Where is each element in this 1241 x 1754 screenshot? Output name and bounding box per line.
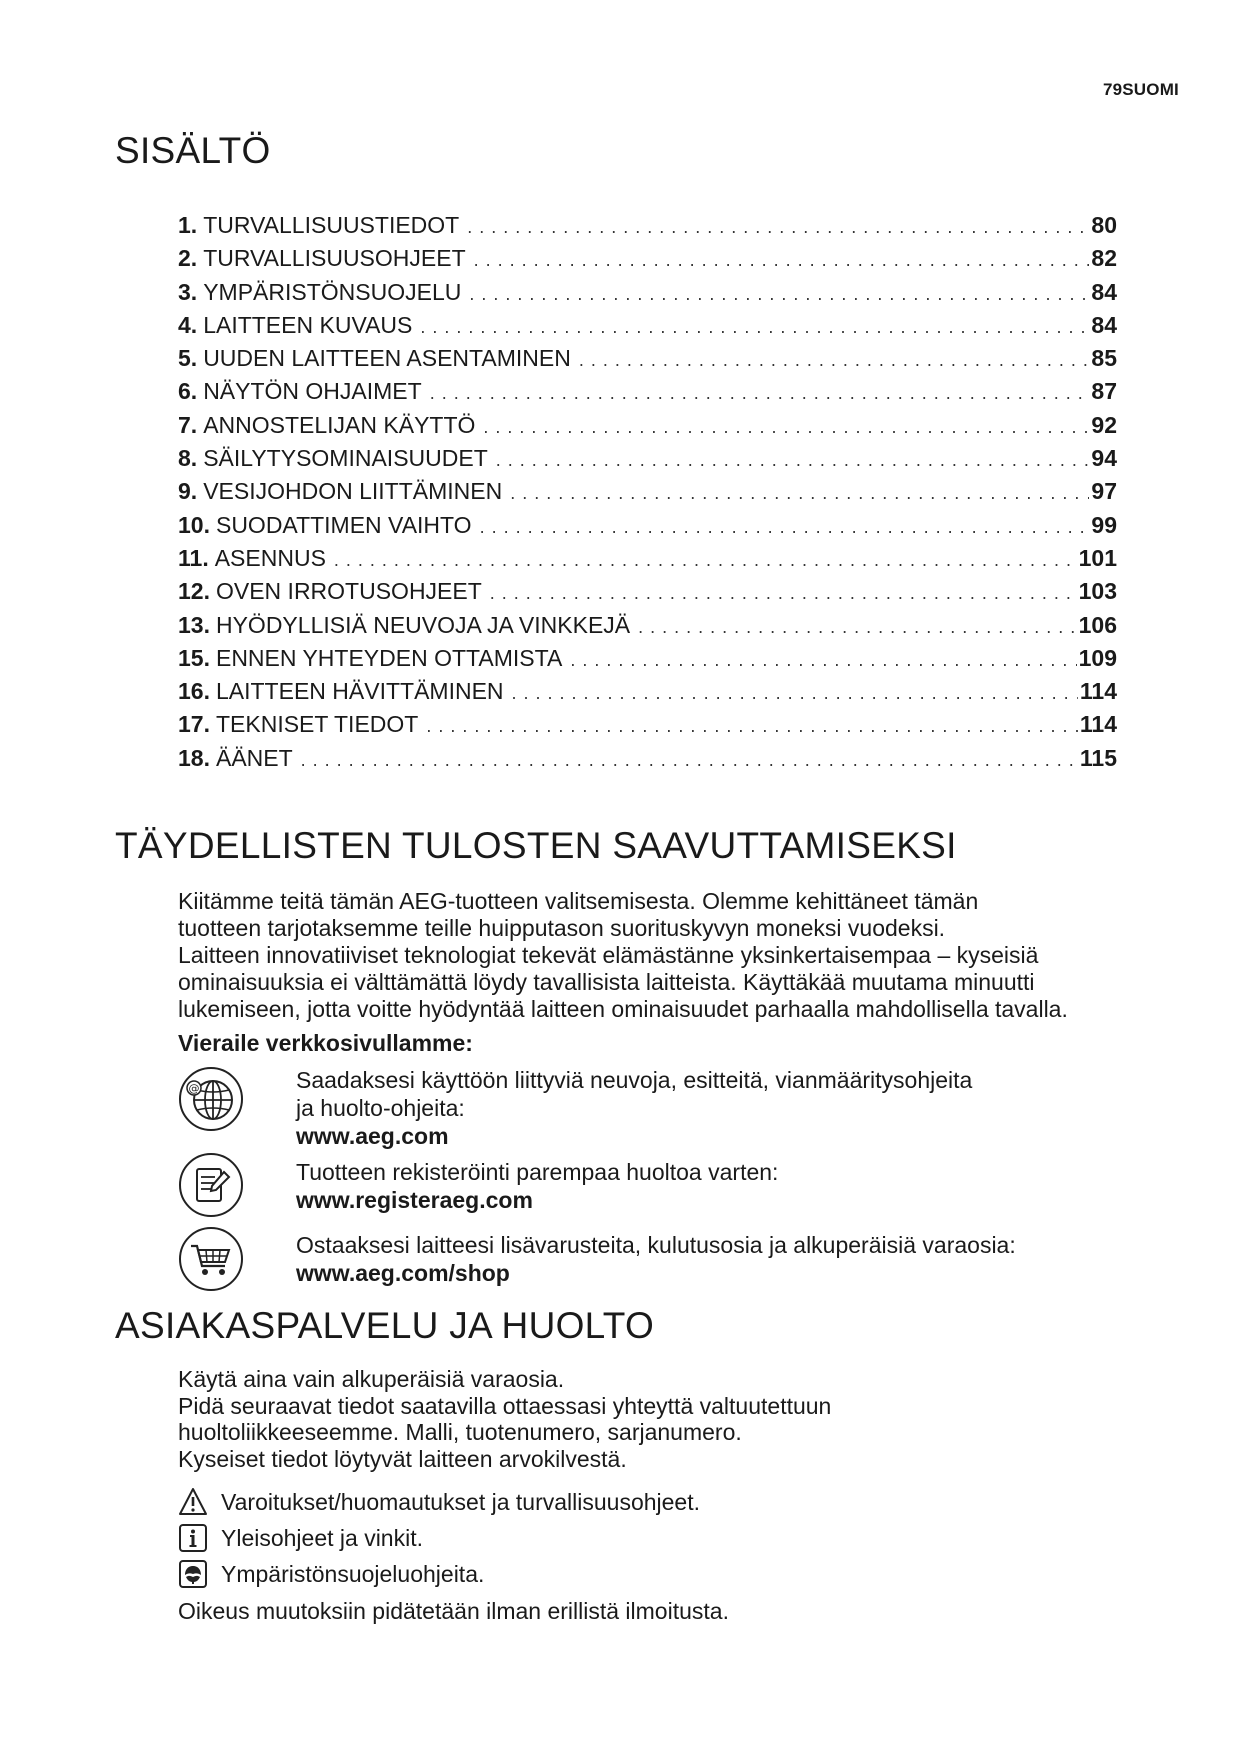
toc-item-title: ASENNUS (214, 544, 326, 571)
toc-item-page: 92 (1091, 411, 1117, 438)
intro-paragraph (178, 888, 1138, 1023)
web-item-register (178, 1152, 1138, 1222)
toc-leader (512, 683, 1078, 704)
intro-line: Kiitämme teitä tämän AEG-tuotteen valitsemisesta. Olemme kehittäneet tämän (178, 888, 979, 914)
toc-item[interactable] (178, 711, 1117, 744)
disclaimer-note: Oikeus muutoksiin pidätetään ilman erillistä ilmoitusta. (178, 1598, 729, 1624)
toc-item[interactable] (178, 512, 1117, 545)
toc-item-page: 109 (1078, 644, 1117, 671)
toc-leader (474, 250, 1090, 271)
web-item-support (178, 1066, 1138, 1164)
toc-item-page: 84 (1091, 311, 1117, 338)
environment-icon (178, 1559, 208, 1589)
intro-line: tuotteen tarjotaksemme teille huipputason suorituskyvyn moneksi vuodeksi. (178, 915, 946, 941)
service-line: Kyseiset tiedot löytyvät laitteen arvokilvestä. (178, 1445, 627, 1472)
toc-item-page: 114 (1079, 711, 1117, 738)
toc-item-page: 80 (1091, 212, 1117, 238)
toc-item-number: 10. (178, 511, 210, 538)
toc-item-title: SÄILYTYSOMINAISUUDET (203, 445, 488, 472)
toc-leader (467, 217, 1089, 238)
toc-item-page: 106 (1078, 611, 1117, 638)
toc-item[interactable] (178, 312, 1117, 345)
shopping-cart-icon (178, 1226, 244, 1292)
toc-item-title: HYÖDYLLISIÄ NEUVOJA JA VINKKEJÄ (215, 611, 631, 638)
toc-item-number: 1. (178, 212, 198, 238)
toc-item[interactable] (178, 378, 1117, 411)
toc-item-number: 16. (178, 678, 210, 705)
web-item-text (296, 1158, 1136, 1214)
toc-item-number: 7. (178, 411, 198, 438)
toc-item[interactable] (178, 212, 1117, 245)
toc-item-number: 9. (178, 478, 198, 505)
web-item-text (296, 1066, 1136, 1150)
toc-item[interactable] (178, 612, 1117, 645)
legend-item-warning (178, 1486, 700, 1518)
toc-item[interactable] (178, 345, 1117, 378)
toc-item-page: 103 (1078, 578, 1117, 605)
service-line: Pidä seuraavat tiedot saatavilla ottaessasi yhteyttä valtuutettuun (178, 1392, 832, 1419)
intro-line: Laitteen innovatiiviset teknologiat tekevät elämästänne yksinkertaisempaa – kyseisiä (178, 942, 1039, 968)
toc-leader (496, 450, 1090, 471)
toc-item-number: 5. (178, 345, 198, 372)
toc-item-page: 99 (1091, 511, 1117, 538)
table-of-contents (178, 212, 1117, 778)
toc-item[interactable] (178, 745, 1117, 778)
toc-item-title: TURVALLISUUSOHJEET (203, 245, 466, 272)
toc-item-title: NÄYTÖN OHJAIMET (203, 378, 422, 405)
toc-item[interactable] (178, 478, 1117, 511)
toc-leader (579, 350, 1090, 371)
web-item-description: Tuotteen rekisteröinti parempaa huoltoa varten: (296, 1159, 779, 1185)
toc-item-title: ÄÄNET (215, 744, 293, 771)
registration-icon (178, 1152, 244, 1218)
toc-item-page: 115 (1079, 744, 1117, 771)
toc-item-number: 12. (178, 578, 210, 605)
toc-item[interactable] (178, 645, 1117, 678)
toc-leader (510, 483, 1089, 504)
toc-item-page: 94 (1091, 445, 1117, 472)
toc-item-title: SUODATTIMEN VAIHTO (215, 511, 472, 538)
web-item-description: ja huolto-ohjeita: (296, 1095, 465, 1121)
web-item-text (296, 1231, 1136, 1287)
service-line: Käytä aina vain alkuperäisiä varaosia. (178, 1366, 565, 1392)
toc-leader (426, 716, 1078, 737)
toc-leader (638, 617, 1076, 638)
toc-item-title: LAITTEEN HÄVITTÄMINEN (215, 678, 504, 705)
toc-leader (570, 650, 1076, 671)
toc-item[interactable] (178, 412, 1117, 445)
toc-item[interactable] (178, 545, 1117, 578)
aeg-shop-link[interactable]: www.aeg.com/shop (296, 1260, 510, 1286)
toc-item[interactable] (178, 245, 1117, 278)
globe-icon (178, 1066, 244, 1132)
toc-item-page: 114 (1079, 678, 1117, 705)
service-heading: ASIAKASPALVELU JA HUOLTO (115, 1305, 655, 1346)
legend-item-environment (178, 1558, 484, 1590)
toc-item-title: VESIJOHDON LIITTÄMINEN (203, 478, 503, 505)
toc-item[interactable] (178, 445, 1117, 478)
intro-line: ominaisuuksia ei välttämättä löydy tavallisista laitteista. Käyttäkää muutama minuutti (178, 969, 1035, 995)
toc-item-number: 11. (178, 544, 209, 571)
results-heading: TÄYDELLISTEN TULOSTEN SAAVUTTAMISEKSI (115, 825, 957, 866)
toc-item-number: 4. (178, 311, 198, 338)
toc-leader (430, 383, 1090, 404)
aeg-website-link[interactable]: www.aeg.com (296, 1123, 449, 1149)
toc-item-title: ENNEN YHTEYDEN OTTAMISTA (215, 644, 563, 671)
toc-item-title: TURVALLISUUSTIEDOT (203, 212, 460, 238)
legend-text: Varoitukset/huomautukset ja turvallisuusohjeet. (221, 1488, 701, 1515)
toc-heading: SISÄLTÖ (115, 130, 271, 171)
page-number-label: 79SUOMI (1102, 80, 1179, 99)
warning-icon (178, 1487, 208, 1517)
toc-item-number: 15. (178, 644, 210, 671)
web-item-description: Ostaaksesi laitteesi lisävarusteita, kulutusosia ja alkuperäisiä varaosia: (296, 1232, 1016, 1258)
toc-item[interactable] (178, 578, 1117, 611)
toc-item-title: TEKNISET TIEDOT (215, 711, 419, 738)
info-icon (178, 1523, 208, 1553)
toc-item-number: 18. (178, 744, 210, 771)
toc-item-number: 8. (178, 445, 198, 472)
toc-item-page: 97 (1091, 478, 1117, 505)
toc-item-title: LAITTEEN KUVAUS (203, 311, 413, 338)
toc-item-title: OVEN IRROTUSOHJEET (215, 578, 482, 605)
toc-item-title: UUDEN LAITTEEN ASENTAMINEN (203, 345, 571, 372)
toc-leader (490, 583, 1077, 604)
web-item-description: Saadaksesi käyttöön liittyviä neuvoja, esitteitä, vianmääritysohjeita (296, 1067, 973, 1093)
service-paragraph (178, 1366, 1138, 1472)
toc-item-page: 101 (1078, 544, 1117, 571)
toc-leader (334, 550, 1077, 571)
svg-text:@: @ (188, 1082, 200, 1095)
toc-item-number: 6. (178, 378, 198, 405)
toc-item-title: ANNOSTELIJAN KÄYTTÖ (203, 411, 476, 438)
toc-leader (483, 417, 1089, 438)
toc-item-number: 17. (178, 711, 210, 738)
toc-leader (480, 517, 1090, 538)
intro-line: lukemiseen, jotta voitte hyödyntää laitteen ominaisuudet parhaalla mahdollisella tavalla. (178, 996, 1068, 1022)
service-line: huoltoliikkeeseemme. Malli, tuotenumero, sarjanumero. (178, 1419, 742, 1445)
legend-item-info (178, 1522, 423, 1554)
toc-item-number: 2. (178, 245, 198, 272)
toc-item[interactable] (178, 678, 1117, 711)
legend-text: Ympäristönsuojeluohjeita. (221, 1560, 485, 1587)
toc-item-page: 82 (1091, 245, 1117, 272)
visit-website-label: Vieraile verkkosivullamme: (178, 1030, 473, 1056)
legend-text: Yleisohjeet ja vinkit. (221, 1524, 423, 1551)
toc-item[interactable] (178, 279, 1117, 312)
toc-item-number: 3. (178, 278, 198, 305)
registeraeg-link[interactable]: www.registeraeg.com (296, 1187, 533, 1213)
toc-leader (469, 284, 1089, 305)
toc-leader (301, 750, 1078, 771)
toc-item-page: 85 (1091, 345, 1117, 372)
toc-leader (420, 317, 1089, 338)
toc-item-title: YMPÄRISTÖNSUOJELU (203, 278, 462, 305)
toc-item-number: 13. (178, 611, 210, 638)
web-item-shop (178, 1226, 1138, 1296)
toc-item-page: 87 (1091, 378, 1117, 405)
toc-item-page: 84 (1091, 278, 1117, 305)
